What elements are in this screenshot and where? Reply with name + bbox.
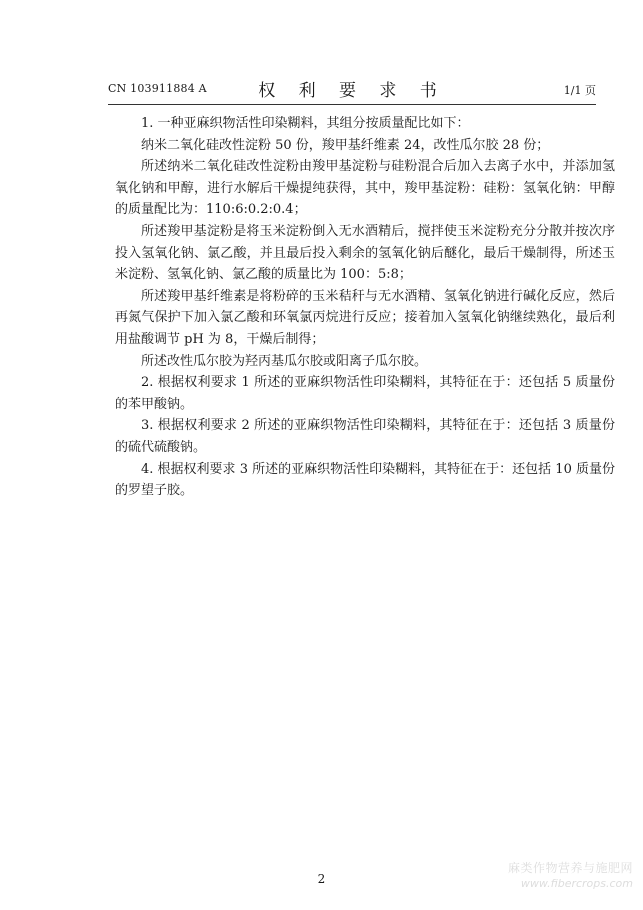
publication-number: CN 103911884 A [108, 82, 207, 95]
claim-1-components-paragraph: 纳米二氧化硅改性淀粉 50 份，羧甲基纤维素 24，改性瓜尔胶 28 份； [141, 137, 550, 153]
page-number: 2 [317, 872, 326, 886]
claim-1-paragraph: 1. 一种亚麻织物活性印染糊料，其组分按质量配比如下： [141, 116, 470, 131]
page-count: 1/1 页 [563, 84, 596, 97]
carboxymethyl-starch-paragraph: 所述羧甲基淀粉是将玉米淀粉倒入无水酒精后，搅拌使玉米淀粉充分分散并按次序投入氢氧化钠、氯乙酸，并且最后投入剩余的氢氧化钠后醚化，最后干燥制得，所述玉米淀粉、氢氧化钠、氯乙酸的质量比为 100：5:8； [115, 223, 615, 283]
claim-2-paragraph: 2. 根据权利要求 1 所述的亚麻织物活性印染糊料，其特征在于：还包括 5 质量份的苯甲酸钠。 [115, 375, 615, 412]
site-watermark [508, 859, 633, 890]
claim-3-paragraph: 3. 根据权利要求 2 所述的亚麻织物活性印染糊料，其特征在于：还包括 3 质量份的硫代硫酸钠。 [115, 418, 615, 455]
page-title: 权 利 要 求 书 [258, 81, 446, 101]
document-header [108, 76, 596, 100]
header-divider [108, 104, 596, 105]
watermark-site-name: 麻类作物营养与施肥网 [507, 861, 633, 875]
modified-starch-paragraph: 所述纳米二氧化硅改性淀粉由羧甲基淀粉与硅粉混合后加入去离子水中，并添加氢氧化钠和甲醇，进行水解后干燥提纯获得，其中，羧甲基淀粉：硅粉：氢氧化钠：甲醇的质量配比为：110:6:0.2:0.4； [115, 159, 615, 218]
watermark-url: www.fibercrops.com [520, 877, 633, 890]
modified-guar-paragraph: 所述改性瓜尔胶为羟丙基瓜尔胶或阳离子瓜尔胶。 [141, 353, 428, 369]
claims-body [115, 113, 615, 502]
carboxymethyl-cellulose-paragraph: 所述羧甲基纤维素是将粉碎的玉米秸秆与无水酒精、氢氧化钠进行碱化反应，然后再氮气保护下加入氯乙酸和环氧氯丙烷进行反应；接着加入氢氧化钠继续熟化，最后利用盐酸调节 pH 为 8，干燥后制得； [115, 288, 615, 347]
claim-4-paragraph: 4. 根据权利要求 3 所述的亚麻织物活性印染糊料，其特征在于：还包括 10 质量份的罗望子胶。 [115, 461, 615, 499]
